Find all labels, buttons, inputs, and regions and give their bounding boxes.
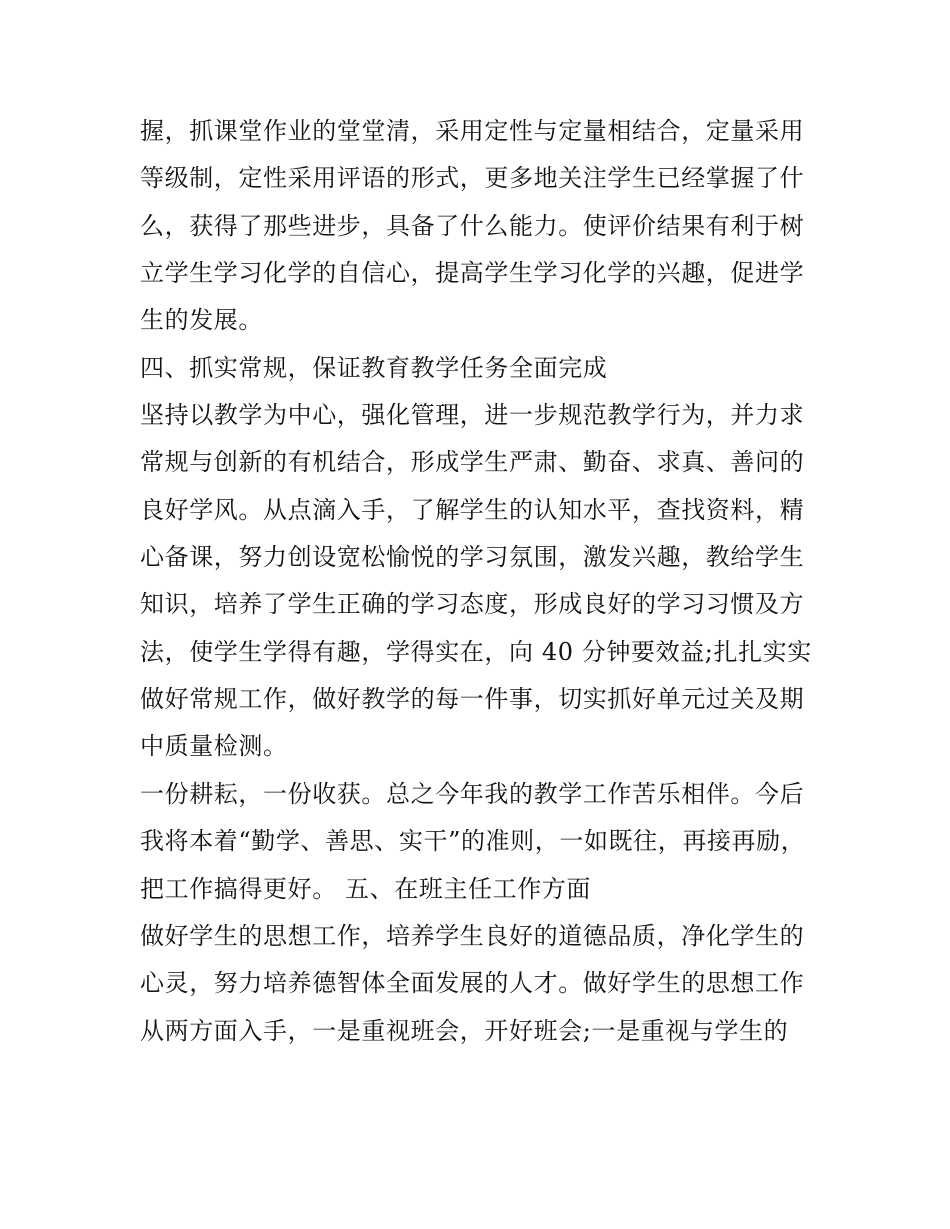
text-line: 等级制，定性采用评语的形式，更多地关注学生已经掌握了什 bbox=[140, 164, 805, 193]
text-line: 心灵，努力培养德智体全面发展的人才。做好学生的思想工作 bbox=[140, 969, 805, 998]
text-line: 中质量检测。 bbox=[140, 732, 288, 761]
text-line: 么，获得了那些进步，具备了什么能力。使评价结果有利于树 bbox=[140, 211, 805, 240]
text-line: 知识，培养了学生正确的学习态度，形成良好的学习习惯及方 bbox=[140, 590, 805, 619]
text-line: 心备课，努力创设宽松愉悦的学习氛围，激发兴趣，教给学生 bbox=[140, 543, 805, 572]
text-line: 从两方面入手，一是重视班会，开好班会;一是重视与学生的 bbox=[140, 1016, 789, 1045]
text-line: 法，使学生学得有趣，学得实在，向 40 分钟要效益;扎扎实实 bbox=[140, 637, 812, 666]
section-heading-5: 把工作搞得更好。 五、在班主任工作方面 bbox=[140, 874, 592, 903]
text-line: 握，抓课堂作业的堂堂清，采用定性与定量相结合，定量采用 bbox=[140, 117, 805, 145]
section-heading-4: 四、抓实常规，保证教育教学任务全面完成 bbox=[140, 353, 608, 382]
text-line: 一份耕耘，一份收获。总之今年我的教学工作苦乐相伴。今后 bbox=[140, 779, 805, 808]
text-line: 坚持以教学为中心，强化管理，进一步规范教学行为，并力求 bbox=[140, 401, 805, 430]
text-line: 生的发展。 bbox=[140, 306, 263, 335]
body-text bbox=[140, 108, 820, 1055]
text-line: 立学生学习化学的自信心，提高学生学习化学的兴趣，促进学 bbox=[140, 259, 805, 288]
text-line: 良好学风。从点滴入手，了解学生的认知水平，查找资料，精 bbox=[140, 495, 805, 524]
text-line: 做好常规工作，做好教学的每一件事，切实抓好单元过关及期 bbox=[140, 685, 805, 714]
text-line: 做好学生的思想工作，培养学生良好的道德品质，净化学生的 bbox=[140, 921, 805, 950]
text-line: 我将本着“勤学、善思、实干”的准则，一如既往，再接再励， bbox=[140, 827, 806, 856]
text-line: 常规与创新的有机结合，形成学生严肃、勤奋、求真、善问的 bbox=[140, 448, 805, 477]
